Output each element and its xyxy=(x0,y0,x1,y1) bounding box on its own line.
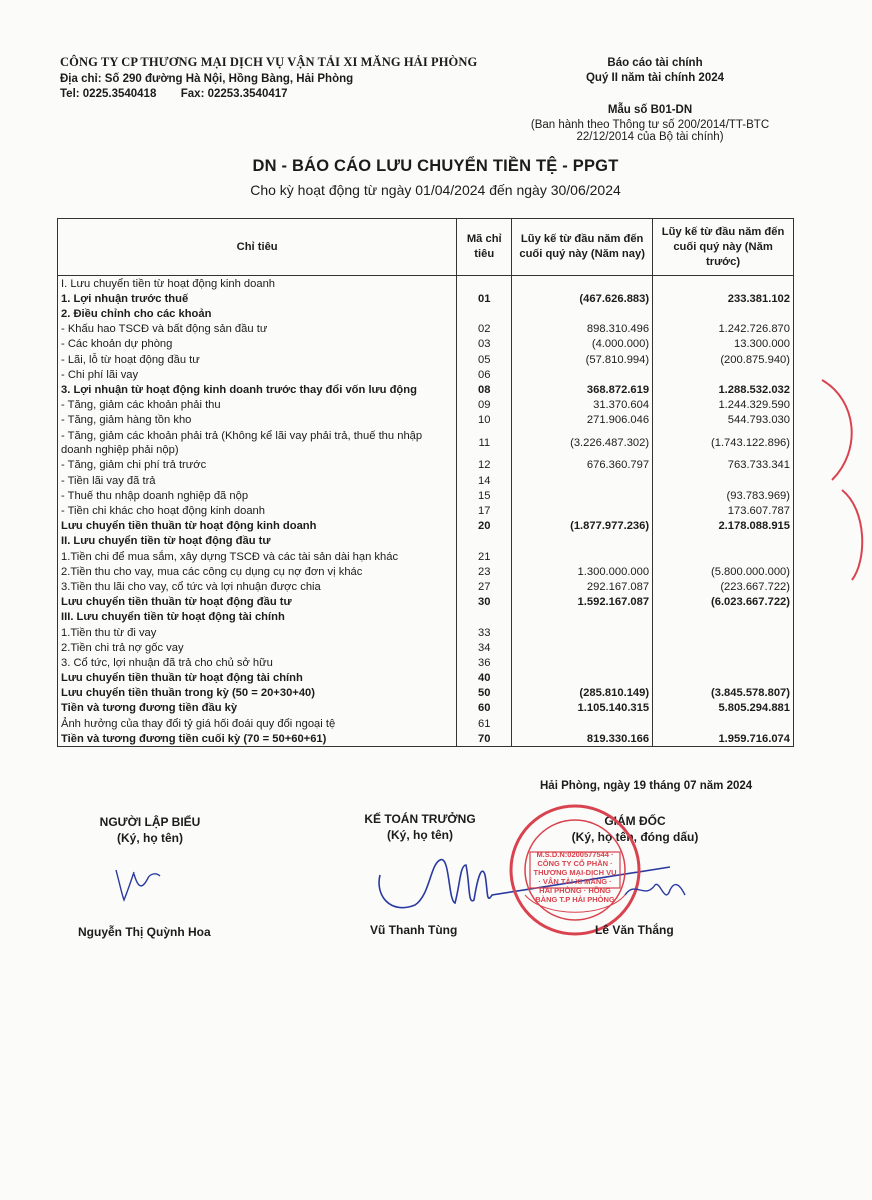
row-code: 61 xyxy=(457,716,512,731)
table-row xyxy=(58,503,794,518)
row-previous xyxy=(653,306,794,321)
table-row xyxy=(58,322,794,337)
preparer-sub: (Ký, họ tên) xyxy=(117,831,183,845)
row-label: - Tăng, giảm hàng tồn kho xyxy=(58,413,457,428)
row-current xyxy=(512,610,653,625)
director-name: Lê Văn Thắng xyxy=(595,923,674,937)
table-row xyxy=(58,671,794,686)
row-current: (467.626.883) xyxy=(512,291,653,306)
row-previous xyxy=(653,655,794,670)
row-label: Lưu chuyển tiền thuần trong kỳ (50 = 20+30+40) xyxy=(58,686,457,701)
director-signature xyxy=(620,870,690,915)
row-current xyxy=(512,473,653,488)
row-previous xyxy=(653,671,794,686)
form-note-line2: 22/12/2014 của Bộ tài chính) xyxy=(576,131,724,143)
row-current: 292.167.087 xyxy=(512,579,653,594)
row-current xyxy=(512,640,653,655)
row-label: 2. Điều chỉnh cho các khoản xyxy=(58,306,457,321)
row-previous: 233.381.102 xyxy=(653,291,794,306)
row-code xyxy=(457,534,512,549)
form-info xyxy=(500,104,800,143)
report-info xyxy=(520,57,790,87)
table-row xyxy=(58,382,794,397)
form-number: Mẫu số B01-DN xyxy=(607,104,693,116)
row-label: Lưu chuyển tiền thuần từ hoạt động kinh doanh xyxy=(58,519,457,534)
row-label: 1.Tiền thu từ đi vay xyxy=(58,625,457,640)
table-row xyxy=(58,306,794,321)
row-previous: 5.805.294.881 xyxy=(653,701,794,716)
header-code: Mã chỉ tiêu xyxy=(457,219,512,276)
row-code: 50 xyxy=(457,686,512,701)
row-label: 1.Tiền chi để mua sắm, xây dựng TSCĐ và các tài sản dài hạn khác xyxy=(58,549,457,564)
row-label: 2.Tiền chi trả nợ gốc vay xyxy=(58,640,457,655)
header-previous: Lũy kế từ đầu năm đến cuối quý này (Năm trước) xyxy=(653,219,794,276)
row-current: 676.360.797 xyxy=(512,458,653,473)
row-code: 06 xyxy=(457,367,512,382)
company-contact xyxy=(60,88,520,100)
row-current xyxy=(512,306,653,321)
row-code: 17 xyxy=(457,503,512,518)
row-code: 14 xyxy=(457,473,512,488)
header-current: Lũy kế từ đầu năm đến cuối quý này (Năm nay) xyxy=(512,219,653,276)
table-row xyxy=(58,686,794,701)
company-name: CÔNG TY CP THƯƠNG MẠI DỊCH VỤ VẬN TẢI XI MĂNG HẢI PHÒNG xyxy=(60,55,478,69)
row-previous xyxy=(653,534,794,549)
table-row xyxy=(58,564,794,579)
row-previous xyxy=(653,473,794,488)
table-row xyxy=(58,610,794,625)
row-code: 03 xyxy=(457,337,512,352)
table-row xyxy=(58,367,794,382)
row-code: 05 xyxy=(457,352,512,367)
row-code: 01 xyxy=(457,291,512,306)
row-current xyxy=(512,549,653,564)
row-label: - Tiền chi khác cho hoạt động kinh doanh xyxy=(58,503,457,518)
table-row xyxy=(58,519,794,534)
row-label: Tiền và tương đương tiền đầu kỳ xyxy=(58,701,457,716)
row-code: 40 xyxy=(457,671,512,686)
table-row xyxy=(58,625,794,640)
row-previous xyxy=(653,640,794,655)
accountant-sub: (Ký, họ tên) xyxy=(387,828,453,842)
table-row xyxy=(58,291,794,306)
row-code: 23 xyxy=(457,564,512,579)
row-code: 11 xyxy=(457,428,512,458)
row-code: 20 xyxy=(457,519,512,534)
row-code: 30 xyxy=(457,595,512,610)
row-previous: 13.300.000 xyxy=(653,337,794,352)
table-row xyxy=(58,398,794,413)
row-current xyxy=(512,534,653,549)
report-title: DN - BÁO CÁO LƯU CHUYỂN TIỀN TỆ - PPGT xyxy=(252,157,619,175)
row-current: (4.000.000) xyxy=(512,337,653,352)
table-row xyxy=(58,549,794,564)
row-current: 898.310.496 xyxy=(512,322,653,337)
row-current: 1.105.140.315 xyxy=(512,701,653,716)
row-previous: 173.607.787 xyxy=(653,503,794,518)
row-current xyxy=(512,625,653,640)
row-current xyxy=(512,716,653,731)
preparer-signature xyxy=(108,860,168,910)
row-label: 3. Cổ tức, lợi nhuận đã trả cho chủ sở hữu xyxy=(58,655,457,670)
row-previous: (93.783.969) xyxy=(653,488,794,503)
table-row xyxy=(58,473,794,488)
row-code: 10 xyxy=(457,413,512,428)
row-current: 1.592.167.087 xyxy=(512,595,653,610)
row-current xyxy=(512,655,653,670)
row-current: (285.810.149) xyxy=(512,686,653,701)
row-previous xyxy=(653,625,794,640)
report-type: Báo cáo tài chính xyxy=(607,57,703,69)
row-label: - Khấu hao TSCĐ và bất động sản đầu tư xyxy=(58,322,457,337)
row-previous xyxy=(653,276,794,292)
row-code: 15 xyxy=(457,488,512,503)
row-code: 33 xyxy=(457,625,512,640)
row-current xyxy=(512,488,653,503)
row-label: - Tiền lãi vay đã trả xyxy=(58,473,457,488)
row-code: 02 xyxy=(457,322,512,337)
edge-stamp xyxy=(812,380,872,580)
accountant-name: Vũ Thanh Tùng xyxy=(370,923,458,937)
row-current: (1.877.977.236) xyxy=(512,519,653,534)
row-code xyxy=(457,276,512,292)
row-code xyxy=(457,306,512,321)
preparer-title: NGƯỜI LẬP BIỂU xyxy=(99,815,201,829)
row-current: 271.906.046 xyxy=(512,413,653,428)
row-previous: 1.959.716.074 xyxy=(653,731,794,747)
header-item: Chỉ tiêu xyxy=(58,219,457,276)
table-row xyxy=(58,276,794,292)
row-current: 819.330.166 xyxy=(512,731,653,747)
place-date: Hải Phòng, ngày 19 tháng 07 năm 2024 xyxy=(540,780,753,792)
row-code: 36 xyxy=(457,655,512,670)
preparer-name: Nguyễn Thị Quỳnh Hoa xyxy=(78,925,211,939)
row-label: - Tăng, giảm các khoản phải trả (Không kể lãi vay phải trả, thuế thu nhập doanh nghiệp phải nộp) xyxy=(58,428,457,458)
table-row xyxy=(58,428,794,458)
table-body xyxy=(58,276,794,747)
row-previous xyxy=(653,367,794,382)
table-row xyxy=(58,655,794,670)
table-row xyxy=(58,458,794,473)
row-label: - Tăng, giảm các khoản phải thu xyxy=(58,398,457,413)
row-current: 368.872.619 xyxy=(512,382,653,397)
company-tel: Tel: 0225.3540418 xyxy=(60,88,157,100)
row-label: - Các khoản dự phòng xyxy=(58,337,457,352)
row-label: Lưu chuyển tiền thuần từ hoạt động tài chính xyxy=(58,671,457,686)
row-previous: (5.800.000.000) xyxy=(653,564,794,579)
row-previous: 1.244.329.590 xyxy=(653,398,794,413)
table-row xyxy=(58,731,794,747)
director-sub: (Ký, họ tên, đóng dấu) xyxy=(571,830,699,844)
row-label: 3.Tiền thu lãi cho vay, cổ tức và lợi nhuận được chia xyxy=(58,579,457,594)
row-code: 12 xyxy=(457,458,512,473)
row-previous: (1.743.122.896) xyxy=(653,428,794,458)
company-address: Địa chỉ: Số 290 đường Hà Nội, Hồng Bàng, Hải Phòng xyxy=(60,73,354,85)
row-code: 60 xyxy=(457,701,512,716)
cash-flow-table xyxy=(57,218,794,747)
row-current xyxy=(512,367,653,382)
row-label: III. Lưu chuyển tiền từ hoạt động tài chính xyxy=(58,610,457,625)
preparer-block xyxy=(70,815,230,845)
table-row xyxy=(58,701,794,716)
row-label: I. Lưu chuyển tiền từ hoạt động kinh doanh xyxy=(58,276,457,292)
row-current: 1.300.000.000 xyxy=(512,564,653,579)
row-previous: (3.845.578.807) xyxy=(653,686,794,701)
row-current: (3.226.487.302) xyxy=(512,428,653,458)
row-label: 1. Lợi nhuận trước thuế xyxy=(58,291,457,306)
table-row xyxy=(58,337,794,352)
report-period: Quý II năm tài chính 2024 xyxy=(585,72,725,84)
row-previous: 544.793.030 xyxy=(653,413,794,428)
row-label: Lưu chuyển tiền thuần từ hoạt động đầu tư xyxy=(58,595,457,610)
table-row xyxy=(58,640,794,655)
table-row xyxy=(58,534,794,549)
table-row xyxy=(58,488,794,503)
table-row xyxy=(58,352,794,367)
row-previous: (200.875.940) xyxy=(653,352,794,367)
company-header xyxy=(60,55,520,103)
row-label: 3. Lợi nhuận từ hoạt động kinh doanh trước thay đổi vốn lưu động xyxy=(58,382,457,397)
row-label: II. Lưu chuyển tiền từ hoạt động đầu tư xyxy=(58,534,457,549)
row-current xyxy=(512,503,653,518)
stamp-text: M.S.D.N:0200577544 · CÔNG TY CỔ PHẦN · THƯƠNG MẠI-DỊCH VỤ · VẬN TẢI XI MĂNG · HẢI PHÒNG · HỒNG BÀNG T.P HẢI PHÒNG xyxy=(533,850,617,904)
row-label: - Lãi, lỗ từ hoạt động đầu tư xyxy=(58,352,457,367)
row-label: - Chi phí lãi vay xyxy=(58,367,457,382)
row-previous xyxy=(653,716,794,731)
row-previous: 1.242.726.870 xyxy=(653,322,794,337)
row-current: 31.370.604 xyxy=(512,398,653,413)
row-label: - Tăng, giảm chi phí trả trước xyxy=(58,458,457,473)
table-row xyxy=(58,595,794,610)
row-previous: (223.667.722) xyxy=(653,579,794,594)
row-previous: 1.288.532.032 xyxy=(653,382,794,397)
row-previous xyxy=(653,610,794,625)
row-code: 21 xyxy=(457,549,512,564)
row-label: Ảnh hưởng của thay đổi tỷ giá hối đoái quy đổi ngoại tệ xyxy=(58,716,457,731)
director-title: GIÁM ĐỐC xyxy=(604,814,666,828)
row-label: Tiền và tương đương tiền cuối kỳ (70 = 50+60+61) xyxy=(58,731,457,747)
table-row xyxy=(58,716,794,731)
row-label: - Thuế thu nhập doanh nghiệp đã nộp xyxy=(58,488,457,503)
row-code xyxy=(457,610,512,625)
row-current xyxy=(512,276,653,292)
table-row xyxy=(58,413,794,428)
row-code: 70 xyxy=(457,731,512,747)
row-previous: 2.178.088.915 xyxy=(653,519,794,534)
row-code: 09 xyxy=(457,398,512,413)
row-code: 27 xyxy=(457,579,512,594)
row-current: (57.810.994) xyxy=(512,352,653,367)
company-fax: Fax: 02253.3540417 xyxy=(180,88,288,100)
accountant-block xyxy=(340,812,500,842)
accountant-title: KẾ TOÁN TRƯỞNG xyxy=(364,812,476,826)
row-previous: (6.023.667.722) xyxy=(653,595,794,610)
report-subtitle: Cho kỳ hoạt động từ ngày 01/04/2024 đến ngày 30/06/2024 xyxy=(250,182,621,198)
table-header-row xyxy=(58,219,794,276)
row-current xyxy=(512,671,653,686)
row-code: 34 xyxy=(457,640,512,655)
row-previous: 763.733.341 xyxy=(653,458,794,473)
row-previous xyxy=(653,549,794,564)
row-code: 08 xyxy=(457,382,512,397)
row-label: 2.Tiền thu cho vay, mua các công cụ dụng cụ nợ đơn vị khác xyxy=(58,564,457,579)
table-row xyxy=(58,579,794,594)
form-note-line1: (Ban hành theo Thông tư số 200/2014/TT-BTC xyxy=(530,119,770,131)
